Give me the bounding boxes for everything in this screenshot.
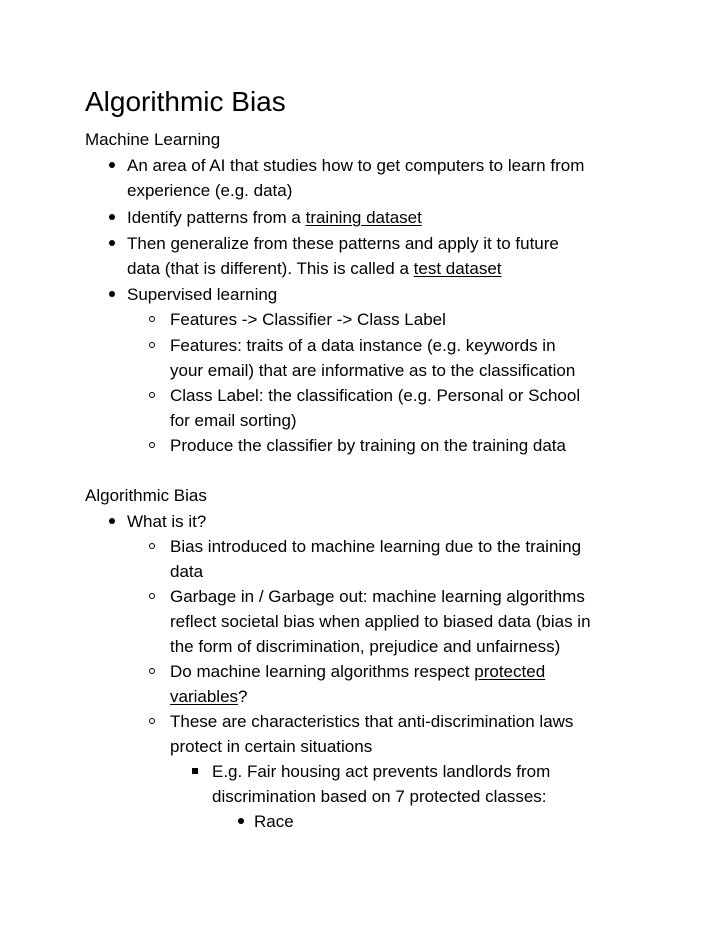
list-item-line: E.g. Fair housing act prevents landlords from: [212, 762, 551, 781]
bullet-circle-icon: [149, 668, 155, 674]
bullet-dot-icon: [109, 291, 115, 297]
bullet-circle-icon: [149, 392, 155, 398]
list-item-line: Produce the classifier by training on the training data: [170, 436, 566, 455]
bullet-circle-icon: [149, 718, 155, 724]
list-item-text: data (that is different). This is called a: [127, 259, 414, 278]
list-item-line: [127, 205, 422, 230]
document-title: Algorithmic Bias: [85, 86, 286, 117]
section-heading-algorithmic-bias: Algorithmic Bias: [85, 486, 207, 505]
list-item-text: ?: [238, 687, 248, 706]
list-item-line: [170, 659, 545, 684]
section-heading-machine-learning: Machine Learning: [85, 130, 221, 149]
list-item-line: Supervised learning: [127, 285, 278, 304]
list-item-text: Identify patterns from a: [127, 208, 306, 227]
bullet-dot-icon: [109, 162, 115, 168]
bullet-circle-icon: [149, 442, 155, 448]
list-item-line: the form of discrimination, prejudice and unfairness): [170, 637, 561, 656]
list-item-line: data: [170, 562, 204, 581]
training-dataset-term: training dataset: [305, 208, 422, 227]
list-item-line: discrimination based on 7 protected classes:: [212, 787, 547, 806]
list-item-line: Bias introduced to machine learning due to the training: [170, 537, 582, 556]
list-item-line: [170, 684, 248, 709]
bullet-dot-icon: [109, 240, 115, 246]
list-item-line: An area of AI that studies how to get computers to learn from: [127, 156, 585, 175]
protected-term: protected: [474, 662, 546, 681]
list-item-line: Features -> Classifier -> Class Label: [170, 310, 446, 329]
bullet-dot-icon: [109, 214, 115, 220]
bullet-dot-icon: [238, 818, 244, 824]
bullet-square-icon: [192, 768, 198, 774]
bullet-dot-icon: [109, 518, 115, 524]
list-item-line: Class Label: the classification (e.g. Personal or School: [170, 386, 581, 405]
bullet-circle-icon: [149, 593, 155, 599]
list-item-line: Then generalize from these patterns and apply it to future: [127, 234, 559, 253]
list-item-line: experience (e.g. data): [127, 181, 293, 200]
list-item-line: These are characteristics that anti-discrimination laws: [170, 712, 574, 731]
list-item-line: for email sorting): [170, 411, 297, 430]
bullet-circle-icon: [149, 342, 155, 348]
list-item-line: Race: [254, 812, 294, 831]
list-item-line: Garbage in / Garbage out: machine learning algorithms: [170, 587, 585, 606]
list-item-line: What is it?: [127, 512, 207, 531]
list-item-text: Do machine learning algorithms respect: [170, 662, 475, 681]
test-dataset-term: test dataset: [413, 259, 502, 278]
list-item-line: Features: traits of a data instance (e.g. keywords in: [170, 336, 556, 355]
variables-term: variables: [170, 687, 239, 706]
bullet-circle-icon: [149, 543, 155, 549]
list-item-line: [127, 256, 502, 281]
list-item-line: protect in certain situations: [170, 737, 373, 756]
list-item-line: your email) that are informative as to the classification: [170, 361, 576, 380]
list-item-line: reflect societal bias when applied to biased data (bias in: [170, 612, 591, 631]
bullet-circle-icon: [149, 316, 155, 322]
